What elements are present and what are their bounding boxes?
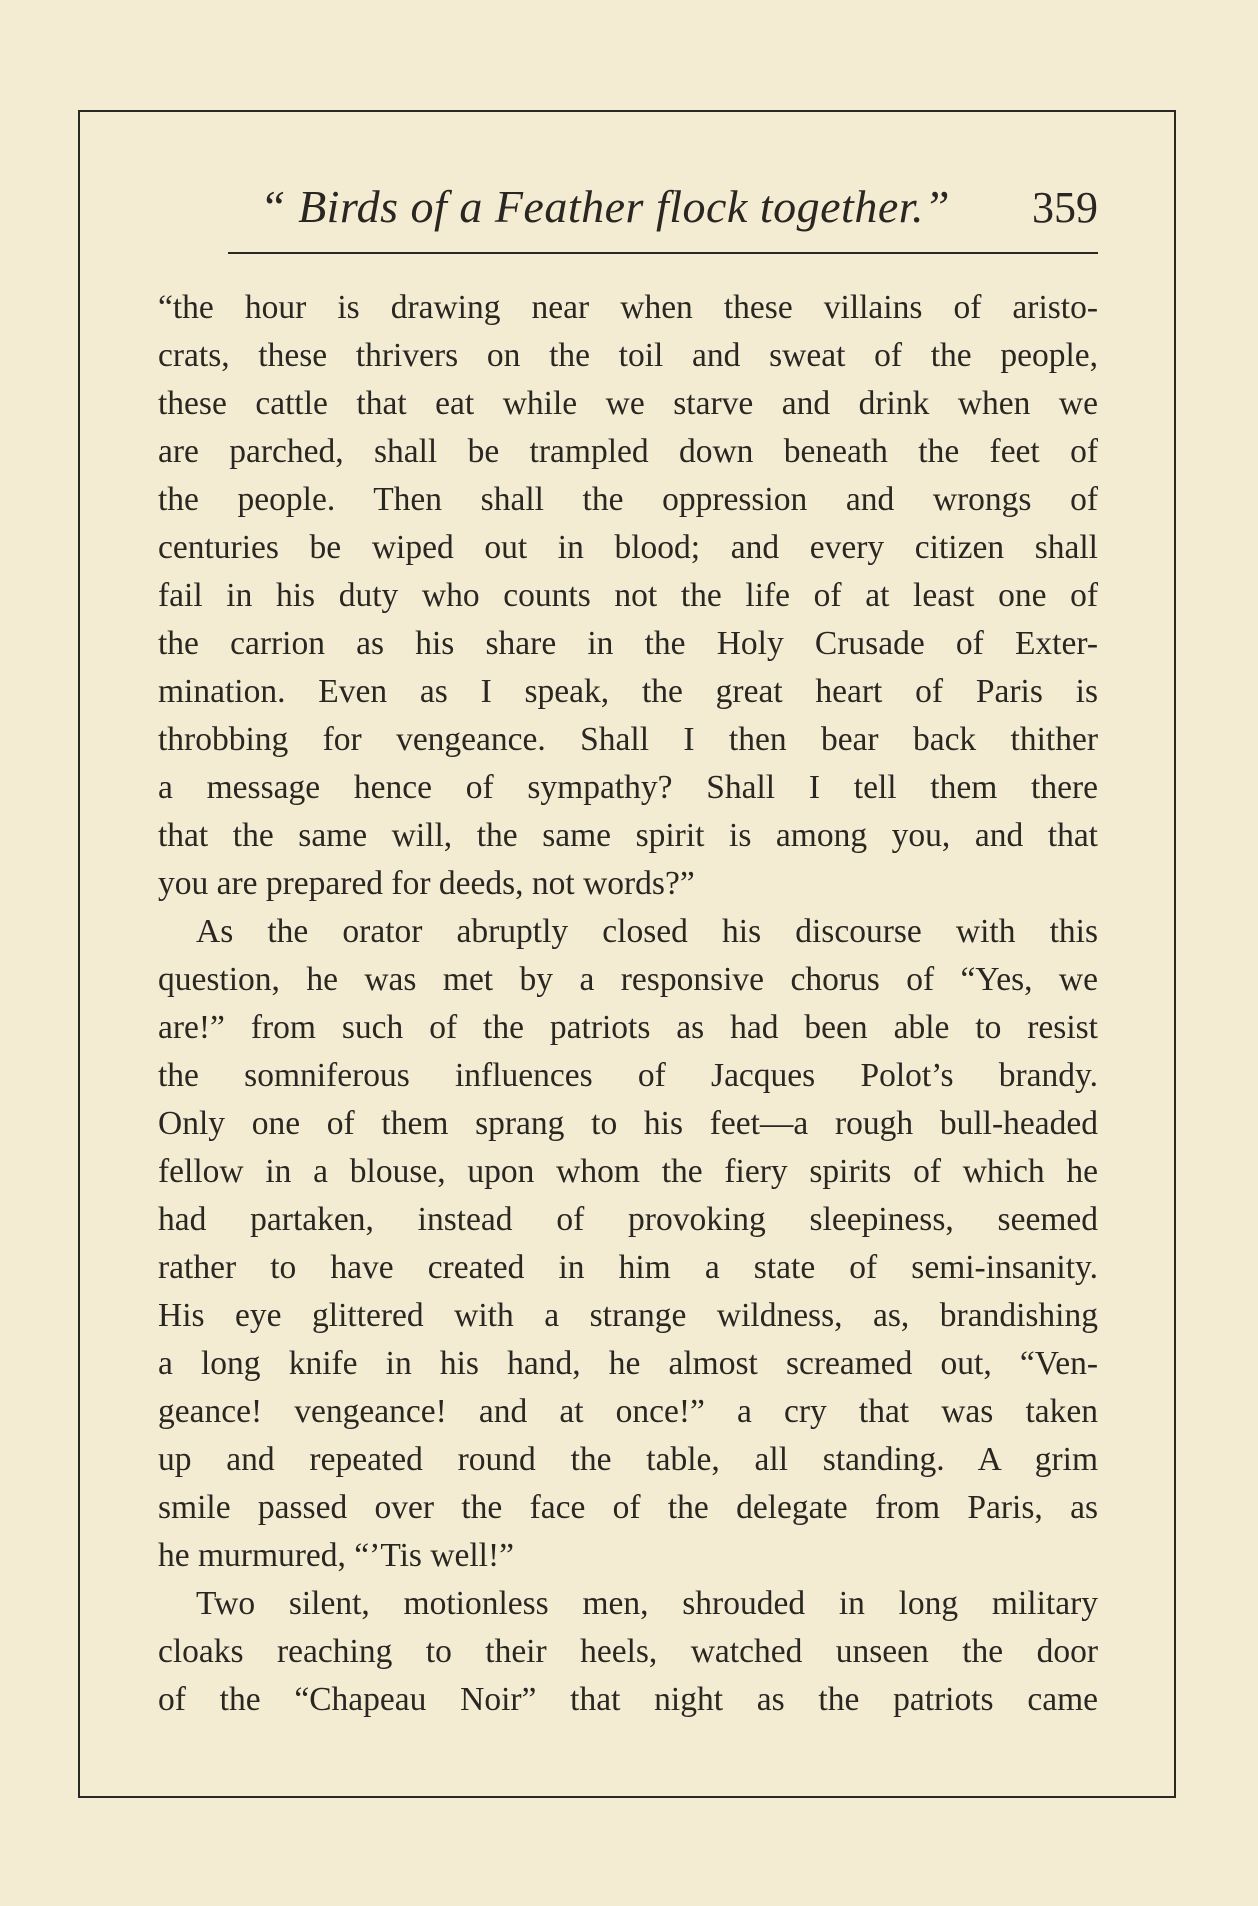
text-line: Only one of them sprang to his feet—a rough bull-headed <box>158 1105 1098 1142</box>
text-line: a message hence of sympathy? Shall I tell them there <box>158 769 1098 806</box>
text-line: fail in his duty who counts not the life of at least one of <box>158 577 1098 614</box>
text-line: fellow in a blouse, upon whom the fiery spirits of which he <box>158 1153 1098 1190</box>
text-line: “the hour is drawing near when these villains of aristo- <box>158 289 1098 326</box>
text-line: throbbing for vengeance. Shall I then bear back thither <box>158 721 1098 758</box>
text-line: smile passed over the face of the delegate from Paris, as <box>158 1489 1098 1526</box>
text-line: are!” from such of the patriots as had been able to resist <box>158 1009 1098 1046</box>
text-line: are parched, shall be trampled down beneath the feet of <box>158 433 1098 470</box>
text-line: Two silent, motionless men, shrouded in long military <box>196 1585 1098 1622</box>
text-line: the carrion as his share in the Holy Crusade of Exter- <box>158 625 1098 662</box>
text-line: geance! vengeance! and at once!” a cry that was taken <box>158 1393 1098 1430</box>
running-head: “ Birds of a Feather flock together.” <box>260 181 951 232</box>
text-line: cloaks reaching to their heels, watched unseen the door <box>158 1633 1098 1670</box>
text-line: As the orator abruptly closed his discourse with this <box>196 913 1098 950</box>
text-line: these cattle that eat while we starve and drink when we <box>158 385 1098 422</box>
body-text <box>158 284 1098 1724</box>
text-line: up and repeated round the table, all standing. A grim <box>158 1441 1098 1478</box>
text-line: had partaken, instead of provoking sleepiness, seemed <box>158 1201 1098 1238</box>
text-line: the people. Then shall the oppression and wrongs of <box>158 481 1098 518</box>
text-line: crats, these thrivers on the toil and sweat of the people, <box>158 337 1098 374</box>
text-line: mination. Even as I speak, the great heart of Paris is <box>158 673 1098 710</box>
text-line: he murmured, “’Tis well!” <box>158 1537 515 1574</box>
text-line: centuries be wiped out in blood; and every citizen shall <box>158 529 1098 566</box>
text-line: rather to have created in him a state of semi-insanity. <box>158 1249 1098 1286</box>
header-rule <box>228 252 1098 254</box>
text-line: His eye glittered with a strange wildness, as, brandishing <box>158 1297 1098 1334</box>
text-line: of the “Chapeau Noir” that night as the patriots came <box>158 1681 1098 1718</box>
page-header <box>160 180 1098 250</box>
text-line: a long knife in his hand, he almost screamed out, “Ven- <box>158 1345 1098 1382</box>
text-line: the somniferous influences of Jacques Polot’s brandy. <box>158 1057 1098 1094</box>
text-line: you are prepared for deeds, not words?” <box>158 865 695 902</box>
text-line: question, he was met by a responsive chorus of “Yes, we <box>158 961 1098 998</box>
text-line: that the same will, the same spirit is among you, and that <box>158 817 1098 854</box>
page-number: 359 <box>1032 183 1098 232</box>
